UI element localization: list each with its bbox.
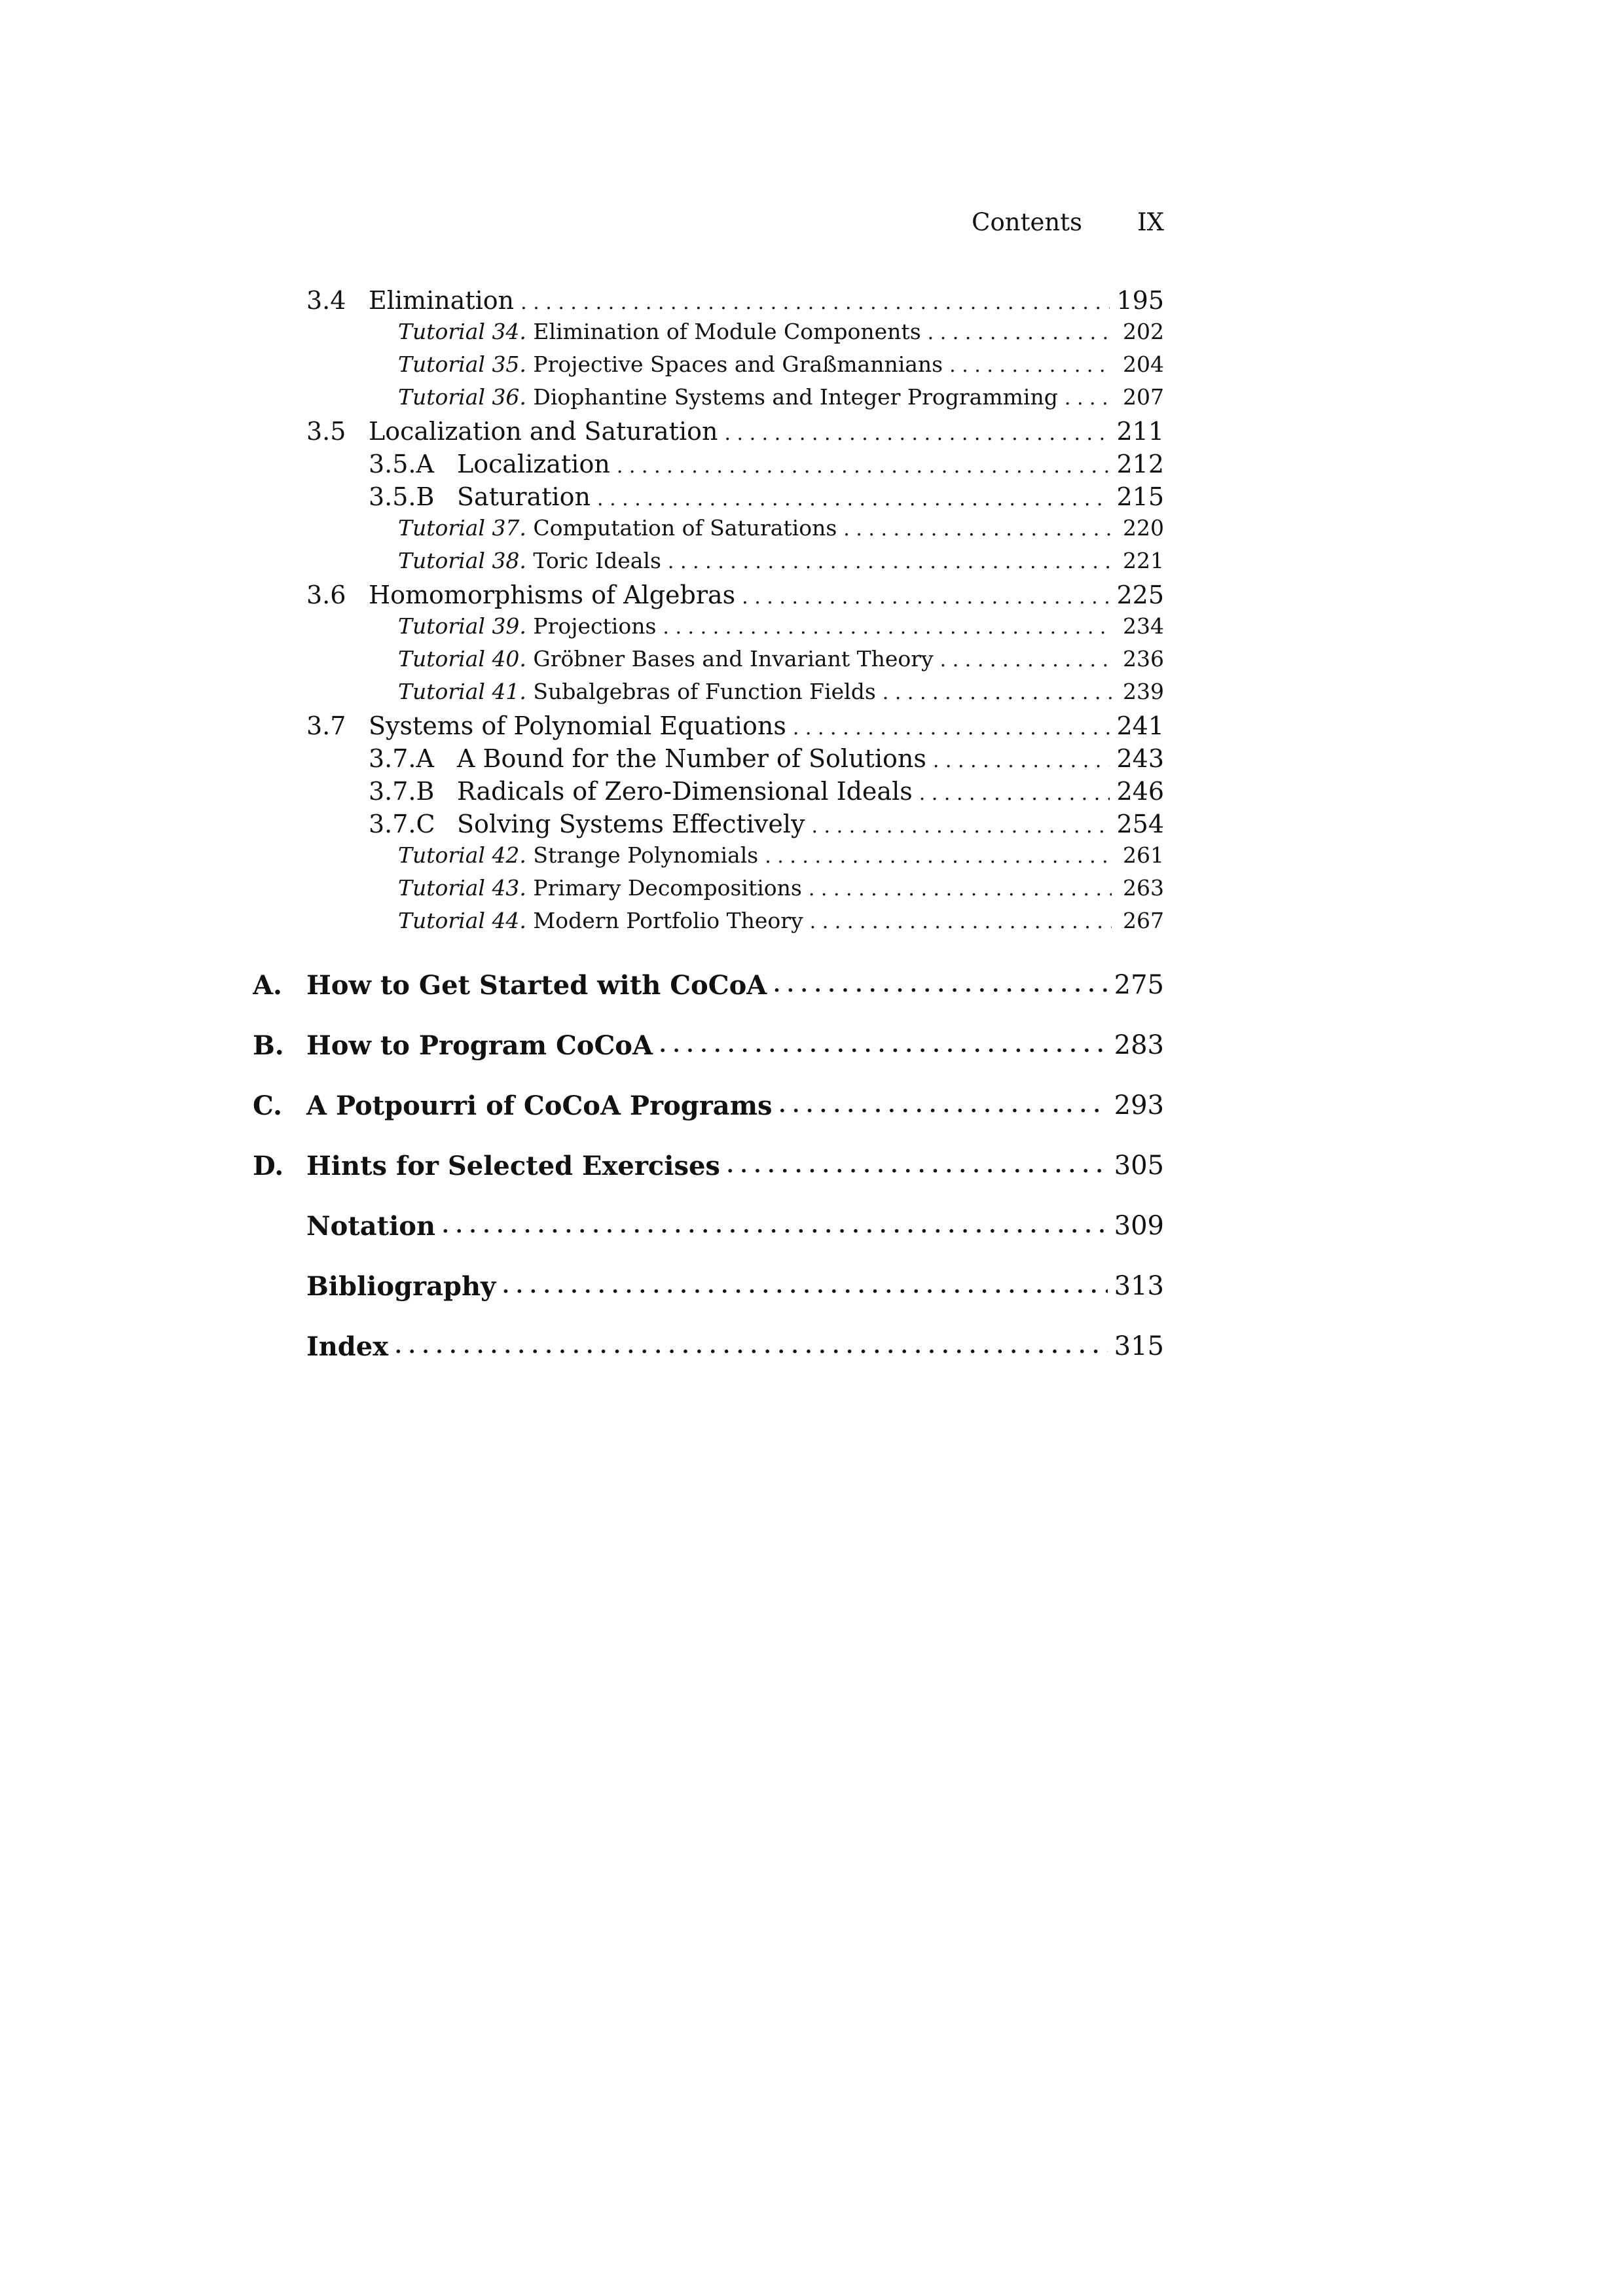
toc-entry-title: Index: [306, 1331, 389, 1362]
dot-leader: [395, 1335, 1108, 1358]
toc-entry[interactable]: [253, 581, 1164, 613]
toc-entry-page: 241: [1116, 711, 1164, 740]
toc-entry-number: B.: [253, 1030, 284, 1061]
toc-entry-number: 3.5: [306, 417, 346, 446]
toc-entry-tutorial-tag: [398, 908, 533, 933]
running-head-title: Contents: [972, 208, 1083, 236]
dot-leader: [793, 717, 1110, 740]
toc-entry-tutorial-tag: [398, 613, 533, 639]
toc-entry-page: 267: [1123, 908, 1164, 933]
toc-entry-title: Primary Decompositions: [533, 875, 802, 901]
dot-leader: [933, 749, 1110, 772]
dot-leader: [883, 681, 1112, 704]
toc-entry-number: C.: [253, 1090, 283, 1121]
toc-entry-tutorial-tag: [398, 875, 533, 901]
toc-entry-title: Computation of Saturations: [533, 515, 837, 541]
toc-entry-page: 215: [1116, 482, 1164, 511]
tutorial-tag-text: Tutorial 41.: [398, 679, 526, 704]
tutorial-tag-text: Tutorial 39.: [398, 613, 526, 639]
toc-entry-tutorial-tag: [398, 515, 533, 541]
toc-entry[interactable]: [253, 1196, 1164, 1256]
toc-entry-title: Bibliography: [306, 1270, 496, 1302]
dot-leader: [773, 974, 1107, 997]
toc-entry-title: Diophantine Systems and Integer Programming: [533, 384, 1058, 410]
toc-entry-title: Systems of Polynomial Equations: [369, 711, 786, 740]
toc-entry-page: 309: [1114, 1211, 1164, 1241]
dot-leader: [811, 815, 1110, 838]
toc-entry-page: 212: [1116, 450, 1164, 478]
toc-entry-page: 313: [1114, 1271, 1164, 1301]
toc-entry-page: 211: [1116, 417, 1164, 446]
toc-entry-title: Radicals of Zero-Dimensional Ideals: [457, 777, 913, 806]
toc-entry-title: Projective Spaces and Graßmannians: [533, 351, 943, 377]
dot-leader: [727, 1155, 1108, 1177]
tutorial-tag-text: Tutorial 40.: [398, 646, 526, 672]
toc-entry-tutorial-tag: [398, 679, 533, 704]
toc-entry-title: Projections: [533, 613, 657, 639]
toc-entry-title: Modern Portfolio Theory: [533, 908, 803, 933]
dot-leader: [919, 782, 1110, 805]
toc-entry[interactable]: [253, 351, 1164, 384]
toc-entry-title: Solving Systems Effectively: [457, 810, 805, 838]
tutorial-tag-text: Tutorial 43.: [398, 875, 526, 901]
dot-leader: [659, 1034, 1108, 1057]
toc-entry[interactable]: [253, 384, 1164, 417]
tutorial-tag-text: Tutorial 44.: [398, 908, 526, 933]
toc-entry-title: Elimination of Module Components: [533, 319, 921, 344]
toc-entry-title: Toric Ideals: [533, 548, 661, 573]
toc-entry-page: 243: [1116, 744, 1164, 773]
toc-entry-title: Hints for Selected Exercises: [306, 1150, 720, 1181]
toc-entry-tutorial-tag: [398, 548, 533, 573]
tutorial-tag-text: Tutorial 38.: [398, 548, 526, 573]
toc-entry-tutorial-tag: [398, 842, 533, 868]
toc-entry[interactable]: [253, 777, 1164, 810]
toc-entry[interactable]: [253, 908, 1164, 941]
toc-entry[interactable]: [253, 1316, 1164, 1376]
toc-entry-page: 225: [1116, 581, 1164, 609]
toc-entry-page: 293: [1114, 1090, 1164, 1121]
toc-entry-page: 234: [1123, 613, 1164, 639]
tutorial-tag-text: Tutorial 35.: [398, 351, 526, 377]
toc-entry-page: 236: [1123, 646, 1164, 672]
toc-entry-tutorial-tag: [398, 384, 533, 410]
dot-leader: [502, 1275, 1107, 1298]
toc-entry[interactable]: [253, 450, 1164, 482]
toc-entry-page: 239: [1123, 679, 1164, 704]
toc-entry-page: 195: [1116, 286, 1164, 315]
toc-entry-tutorial-tag: [398, 319, 533, 344]
toc-entry-number: 3.6: [306, 581, 346, 609]
toc-entry[interactable]: [253, 679, 1164, 711]
toc-entry[interactable]: [253, 548, 1164, 581]
dot-leader: [843, 518, 1112, 541]
toc-entry[interactable]: [253, 286, 1164, 319]
toc-entry[interactable]: [253, 1075, 1164, 1136]
toc-entry[interactable]: [253, 482, 1164, 515]
toc-entry[interactable]: [253, 1136, 1164, 1196]
toc-entry-number: D.: [253, 1150, 284, 1181]
dot-leader: [1065, 387, 1112, 410]
tutorial-tag-text: Tutorial 34.: [398, 319, 526, 344]
toc-entry-title: How to Get Started with CoCoA: [306, 969, 767, 1001]
dot-leader: [779, 1094, 1108, 1117]
tutorial-tag-text: Tutorial 42.: [398, 842, 526, 868]
dot-leader: [617, 455, 1110, 478]
toc-entry-title: A Potpourri of CoCoA Programs: [306, 1090, 773, 1121]
dot-leader: [597, 488, 1110, 511]
dot-leader: [668, 550, 1112, 573]
toc-entry[interactable]: [253, 1256, 1164, 1316]
toc-entry-number: 3.5.B: [369, 482, 435, 511]
toc-entry-title: Homomorphisms of Algebras: [369, 581, 736, 609]
toc-entry-title: Localization: [457, 450, 610, 478]
running-head-page-number: IX: [1137, 208, 1164, 236]
dot-leader: [442, 1215, 1108, 1238]
toc-entry[interactable]: [253, 515, 1164, 548]
toc-entry-page: 263: [1123, 875, 1164, 901]
toc-entry-page: 207: [1123, 384, 1164, 410]
toc-entry-page: 305: [1114, 1151, 1164, 1181]
toc-entry-number: 3.4: [306, 286, 346, 315]
toc-entry-page: 275: [1114, 970, 1164, 1000]
toc-entry-title: Elimination: [369, 286, 515, 315]
dot-leader: [765, 845, 1112, 868]
toc-entry-number: 3.5.A: [369, 450, 434, 478]
toc-entry[interactable]: [253, 842, 1164, 875]
dot-leader: [724, 422, 1110, 445]
toc-entry[interactable]: [253, 319, 1164, 351]
toc-entry[interactable]: [253, 810, 1164, 842]
toc-entry-tutorial-tag: [398, 351, 533, 377]
toc-entry-page: 254: [1116, 810, 1164, 838]
toc-entry-number: 3.7.B: [369, 777, 435, 806]
dot-leader: [520, 291, 1110, 314]
toc-entry-title: Subalgebras of Function Fields: [533, 679, 876, 704]
toc-entry-title: Localization and Saturation: [369, 417, 718, 446]
toc-entry[interactable]: [253, 1015, 1164, 1075]
dot-leader: [663, 616, 1112, 639]
toc-entry-number: 3.7: [306, 711, 346, 740]
toc-entry-number: 3.7.C: [369, 810, 435, 838]
toc-entry-page: 261: [1123, 842, 1164, 868]
toc-entry-title: Strange Polynomials: [533, 842, 759, 868]
tutorial-tag-text: Tutorial 37.: [398, 515, 526, 541]
toc-entry-title: Saturation: [457, 482, 591, 511]
toc-entry-page: 283: [1114, 1030, 1164, 1060]
dot-leader: [940, 649, 1112, 672]
dot-leader: [949, 354, 1112, 377]
toc-entry-page: 315: [1114, 1331, 1164, 1361]
toc-entry-page: 220: [1123, 515, 1164, 541]
toc-entry-title: Notation: [306, 1210, 436, 1242]
toc-entry[interactable]: [253, 744, 1164, 777]
toc-entry[interactable]: [253, 613, 1164, 646]
table-of-contents: [253, 286, 1164, 1376]
toc-entry-tutorial-tag: [398, 646, 533, 672]
dot-leader: [810, 910, 1112, 933]
toc-entry-title: Gröbner Bases and Invariant Theory: [533, 646, 934, 672]
toc-entry-page: 221: [1123, 548, 1164, 573]
running-head: [253, 208, 1164, 236]
toc-entry[interactable]: [253, 875, 1164, 908]
toc-entry[interactable]: [253, 955, 1164, 1015]
toc-entry[interactable]: [253, 417, 1164, 450]
toc-entry-page: 204: [1123, 351, 1164, 377]
toc-entry-title: How to Program CoCoA: [306, 1030, 653, 1061]
dot-leader: [742, 586, 1110, 609]
toc-entry[interactable]: [253, 711, 1164, 744]
toc-entry-number: A.: [253, 969, 282, 1001]
toc-entry-page: 246: [1116, 777, 1164, 806]
toc-entry-title: A Bound for the Number of Solutions: [457, 744, 926, 773]
dot-leader: [928, 321, 1112, 344]
dot-leader: [809, 878, 1112, 901]
toc-entry[interactable]: [253, 646, 1164, 679]
tutorial-tag-text: Tutorial 36.: [398, 384, 526, 410]
toc-entry-page: 202: [1123, 319, 1164, 344]
toc-entry-number: 3.7.A: [369, 744, 434, 773]
